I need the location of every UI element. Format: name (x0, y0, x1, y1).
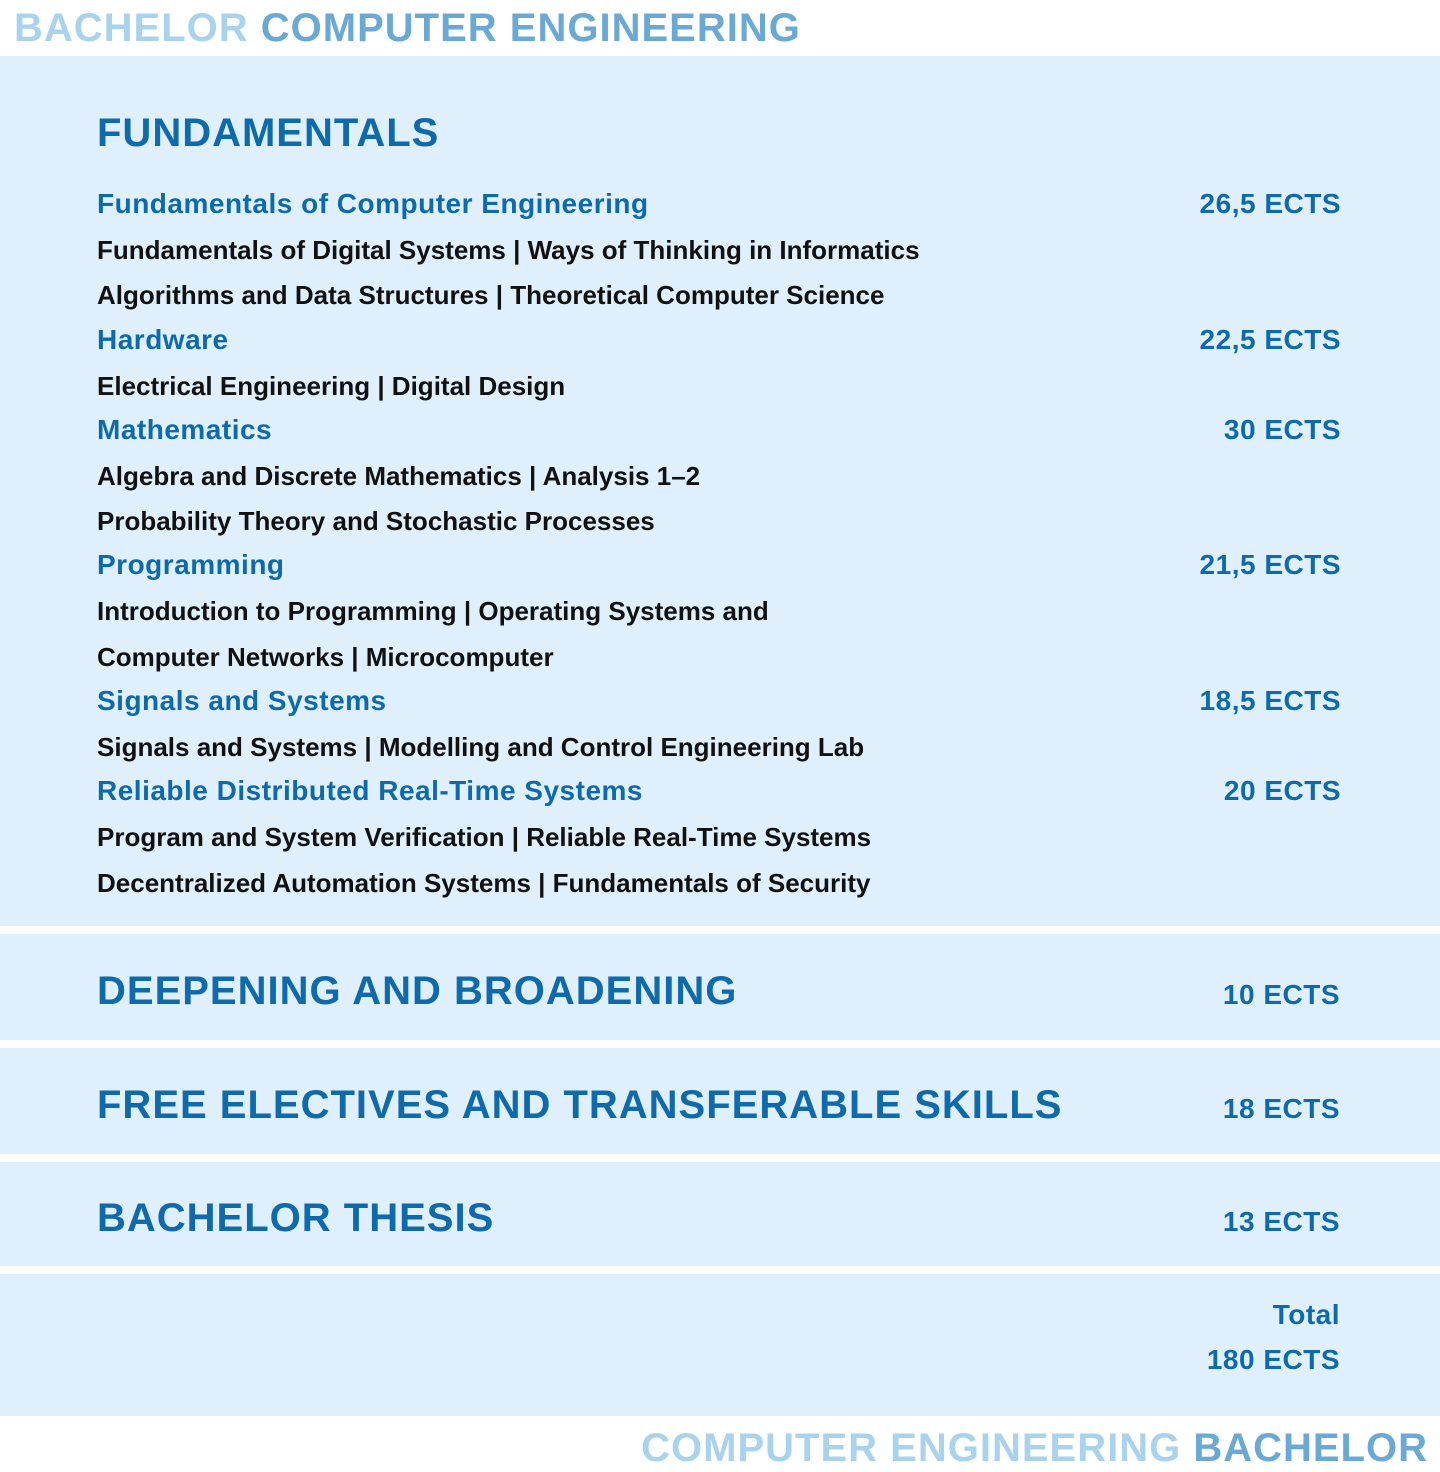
group-ects: 26,5 ECTS (1199, 188, 1341, 219)
course-line: Fundamentals of Digital Systems | Ways of Thinking in Informatics (97, 235, 920, 265)
course-line: Decentralized Automation Systems | Fundamentals of Security (97, 867, 871, 898)
group-name: Mathematics (97, 413, 273, 445)
course-line: Computer Networks | Microcomputer (97, 641, 554, 672)
fundamentals-heading: FUNDAMENTALS (97, 111, 440, 155)
course-line: Electrical Engineering | Digital Design (97, 370, 566, 401)
thesis-heading: BACHELOR THESIS (97, 1196, 495, 1240)
header-word-bachelor: BACHELOR (14, 6, 249, 50)
course-line: Introduction to Programming | Operating Systems and (97, 596, 769, 627)
total-ects: 180 ECTS (1206, 1344, 1340, 1375)
free-electives-heading: FREE ELECTIVES AND TRANSFERABLE SKILLS (97, 1083, 1063, 1127)
group-name: Fundamentals of Computer Engineering (97, 188, 649, 219)
course-line: Algebra and Discrete Mathematics | Analysis 1–2 (97, 460, 701, 491)
header-title (14, 6, 801, 50)
course-line: Program and System Verification | Reliable Real-Time Systems (97, 822, 872, 853)
group-name: Programming (97, 549, 285, 581)
course-line: Algorithms and Data Structures | Theoretical Computer Science (97, 280, 885, 311)
group-ects: 30 ECTS (1223, 413, 1341, 445)
group-mathematics (97, 410, 1341, 455)
group-name: Reliable Distributed Real-Time Systems (97, 775, 643, 807)
course-line: Signals and Systems | Modelling and Control Engineering Lab (97, 732, 865, 763)
group-hardware (97, 320, 1341, 365)
footer-word-bachelor: BACHELOR (1193, 1426, 1428, 1470)
group-ects: 18,5 ECTS (1199, 685, 1341, 717)
total-block (1207, 1292, 1340, 1382)
group-ects: 22,5 ECTS (1199, 323, 1341, 355)
group-signals-and-systems (97, 681, 1341, 726)
total-panel (0, 1274, 1440, 1416)
footer-title (641, 1426, 1428, 1470)
thesis-panel (0, 1162, 1440, 1266)
deepening-ects: 10 ECTS (1222, 979, 1340, 1010)
group-name: Hardware (97, 323, 229, 355)
group-programming (97, 545, 1341, 590)
total-label: Total (1272, 1299, 1340, 1330)
course-line: Probability Theory and Stochastic Processes (97, 506, 655, 537)
group-ects: 21,5 ECTS (1199, 549, 1341, 581)
header-word-computer-engineering: COMPUTER ENGINEERING (260, 6, 801, 50)
free-electives-panel (0, 1048, 1440, 1154)
group-name: Signals and Systems (97, 685, 387, 717)
fundamentals-panel (0, 56, 1440, 926)
footer-word-computer-engineering: COMPUTER ENGINEERING (641, 1426, 1182, 1470)
thesis-ects: 13 ECTS (1222, 1206, 1340, 1237)
fundamentals-list (97, 184, 1341, 907)
group-ects: 20 ECTS (1223, 775, 1341, 807)
group-reliable-distributed-real-time-systems (97, 771, 1341, 816)
deepening-heading: DEEPENING AND BROADENING (97, 969, 738, 1013)
free-electives-ects: 18 ECTS (1222, 1093, 1340, 1124)
deepening-panel (0, 934, 1440, 1040)
group-fundamentals-of-computer-engineering (97, 184, 1341, 229)
